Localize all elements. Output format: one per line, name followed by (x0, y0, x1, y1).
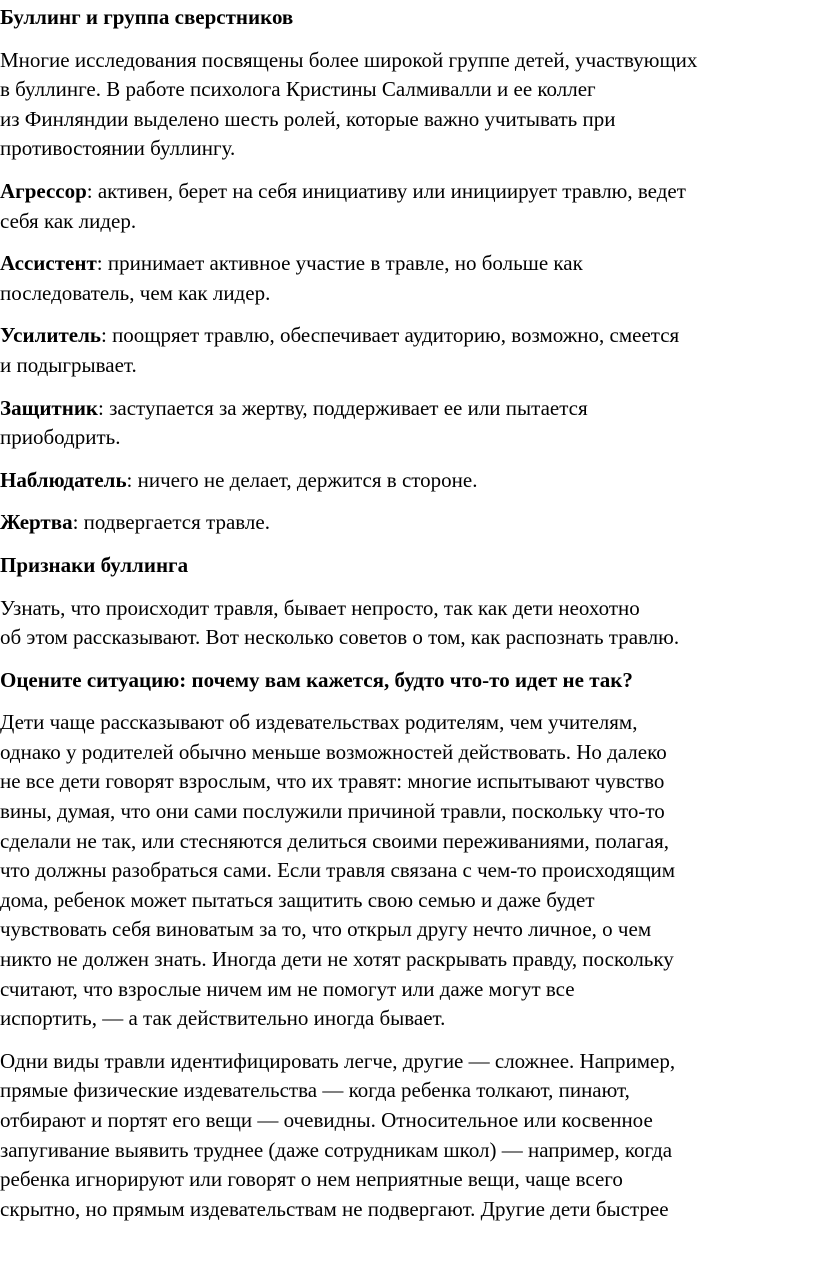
role-description: : заступается за жертву, поддерживает ее или пытается (98, 395, 588, 420)
body-paragraph-1 (0, 708, 816, 1034)
body-paragraph-2 (0, 1047, 816, 1225)
role-bystander (0, 466, 816, 496)
text-line: запугивание выявить труднее (даже сотрудникам школ) — например, когда (0, 1137, 673, 1162)
text-line: скрытно, но прямым издевательствам не подвергают. Другие дети быстрее (0, 1196, 669, 1221)
role-term: Усилитель (0, 323, 101, 348)
role-description: : подвергается травле. (72, 510, 270, 535)
text-line: себя как лидер. (0, 208, 137, 233)
signs-intro-paragraph (0, 594, 816, 653)
role-description: : поощряет травлю, обеспечивает аудиторию, возможно, смеется (100, 323, 680, 348)
text-line: Узнать, что происходит травля, бывает непросто, так как дети неохотно (0, 595, 640, 620)
text-line: дома, ребенок может пытаться защитить свою семью и даже будет (0, 887, 595, 912)
text-line: вины, думая, что они сами послужили причиной травли, поскольку что-то (0, 799, 665, 824)
text-line: из Финляндии выделено шесть ролей, которые важно учитывать при (0, 106, 616, 131)
role-description: : ничего не делает, держится в стороне. (126, 467, 478, 492)
text-line: противостоянии буллингу. (0, 136, 236, 161)
role-assistant (0, 249, 816, 308)
role-reinforcer (0, 321, 816, 380)
text-line: и подыгрывает. (0, 352, 137, 377)
text-line: Одни виды травли идентифицировать легче, другие — сложнее. Например, (0, 1048, 676, 1073)
text-line: однако у родителей обычно меньше возможностей действовать. Но далеко (0, 739, 667, 764)
text-line: последователь, чем как лидер. (0, 280, 271, 305)
intro-paragraph (0, 46, 816, 164)
text-line: Многие исследования посвящены более широкой группе детей, участвующих (0, 47, 698, 72)
text-line: Дети чаще рассказывают об издевательствах родителям, чем учителям, (0, 710, 638, 735)
role-description: : принимает активное участие в травле, но больше как (96, 251, 583, 276)
text-line: чувствовать себя виноватым за то, что открыл другу нечто личное, о чем (0, 917, 652, 942)
role-term: Ассистент (0, 251, 97, 276)
text-line: прямые физические издевательства — когда ребенка толкают, пинают, (0, 1078, 630, 1103)
role-term: Наблюдатель (0, 467, 127, 492)
role-description: : активен, берет на себя инициативу или инициирует травлю, ведет (86, 178, 686, 203)
section-heading-bullying-peers: Буллинг и группа сверстников (0, 5, 294, 29)
text-line: приободрить. (0, 425, 121, 450)
text-line: никто не должен знать. Иногда дети не хотят раскрывать правду, поскольку (0, 947, 674, 972)
text-line: что должны разобраться сами. Если травля связана с чем-то происходящим (0, 858, 676, 883)
text-line: не все дети говорят взрослым, что их травят: многие испытывают чувство (0, 769, 665, 794)
text-line: отбирают и портят его вещи — очевидны. Относительное или косвенное (0, 1108, 653, 1132)
section-heading-signs: Признаки буллинга (0, 552, 189, 577)
text-line: в буллинге. В работе психолога Кристины Салмивалли и ее коллег (0, 77, 596, 102)
text-line: ребенка игнорируют или говорят о нем неприятные вещи, чаще всего (0, 1167, 623, 1192)
text-line: считают, что взрослые ничем им не помогут или даже могут все (0, 976, 575, 1001)
role-term: Агрессор (0, 178, 87, 203)
role-victim (0, 508, 816, 538)
role-defender (0, 394, 816, 453)
text-line: сделали не так, или стесняются делиться своими переживаниями, полагая, (0, 828, 670, 853)
text-line: об этом рассказывают. Вот несколько советов о том, как распознать травлю. (0, 625, 680, 650)
role-aggressor (0, 177, 816, 236)
role-term: Защитник (0, 395, 99, 420)
role-term: Жертва (0, 510, 73, 535)
subheading-assess-situation: Оцените ситуацию: почему вам кажется, будто что-то идет не так? (0, 667, 633, 692)
text-line: испортить, — а так действительно иногда бывает. (0, 1006, 446, 1031)
